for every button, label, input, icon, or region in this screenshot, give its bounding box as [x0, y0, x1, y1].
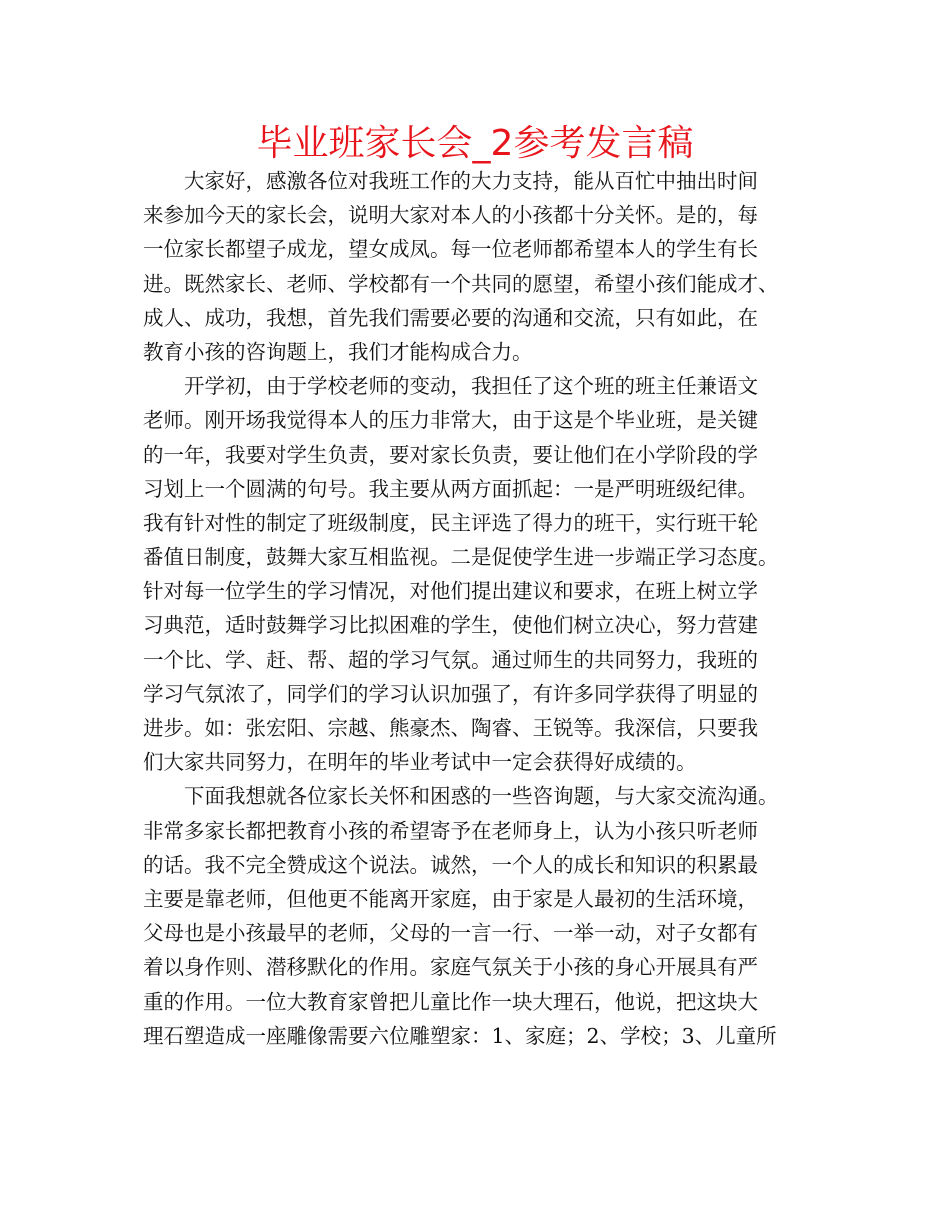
paragraph-3	[143, 779, 823, 1053]
text-line: 的一年，我要对学生负责，要对家长负责，要让他们在小学阶段的学	[143, 442, 758, 467]
text-line: 学习气氛浓了，同学们的学习认识加强了，有许多同学获得了明显的	[143, 681, 758, 706]
text-line: 们大家共同努力，在明年的毕业考试中一定会获得好成绩的。	[143, 750, 697, 775]
text-line: 番值日制度，鼓舞大家互相监视。二是促使学生进一步端正学习态度。	[143, 545, 779, 570]
paragraph-1	[143, 164, 823, 369]
text-line: 的话。我不完全赞成这个说法。诚然，一个人的成长和知识的积累最	[143, 852, 758, 877]
text-line: 我有针对性的制定了班级制度，民主评选了得力的班干，实行班干轮	[143, 510, 758, 535]
text-line: 教育小孩的咨询题上，我们才能构成合力。	[143, 339, 533, 364]
text-line: 父母也是小孩最早的老师，父母的一言一行、一举一动，对子女都有	[143, 921, 758, 946]
text-line: 成人、成功，我想，首先我们需要必要的沟通和交流，只有如此，在	[143, 305, 758, 330]
text-line: 着以身作则、潜移默化的作用。家庭气氛关于小孩的身心开展具有严	[143, 955, 758, 980]
text-line: 针对每一位学生的学习情况，对他们提出建议和要求，在班上树立学	[143, 579, 758, 604]
text-line: 一个比、学、赶、帮、超的学习气氛。通过师生的共同努力，我班的	[143, 647, 758, 672]
document-title: 毕业班家长会_2参考发言稿	[256, 123, 694, 164]
document-body	[143, 164, 823, 1053]
paragraph-2	[143, 369, 823, 779]
text-line: 习典范，适时鼓舞学习比拟困难的学生，使他们树立决心，努力营建	[143, 613, 758, 638]
text-line: 开学初，由于学校老师的变动，我担任了这个班的班主任兼语文	[184, 374, 758, 399]
text-line: 进。既然家长、老师、学校都有一个共同的愿望，希望小孩们能成才、	[143, 271, 779, 296]
text-line: 进步。如：张宏阳、宗越、熊豪杰、陶睿、王锐等。我深信，只要我	[143, 716, 758, 740]
text-line: 重的作用。一位大教育家曾把儿童比作一块大理石，他说，把这块大	[143, 989, 758, 1014]
text-line: 老师。刚开场我觉得本人的压力非常大，由于这是个毕业班，是关键	[143, 408, 758, 433]
text-line: 来参加今天的家长会，说明大家对本人的小孩都十分关怀。是的，每	[143, 203, 758, 228]
text-line: 下面我想就各位家长关怀和困惑的一些咨询题，与大家交流沟通。	[184, 784, 779, 809]
text-line: 习划上一个圆满的句号。我主要从两方面抓起：一是严明班级纪律。	[143, 476, 758, 501]
text-line: 理石塑造成一座雕像需要六位雕塑家：1、家庭；2、学校；3、儿童所	[143, 1023, 777, 1048]
text-line: 大家好，感激各位对我班工作的大力支持，能从百忙中抽出时间	[184, 169, 758, 193]
text-line: 非常多家长都把教育小孩的希望寄予在老师身上，认为小孩只听老师	[143, 818, 758, 843]
text-line: 一位家长都望子成龙，望女成凤。每一位老师都希望本人的学生有长	[143, 237, 758, 262]
text-line: 主要是靠老师，但他更不能离开家庭，由于家是人最初的生活环境，	[143, 886, 758, 911]
